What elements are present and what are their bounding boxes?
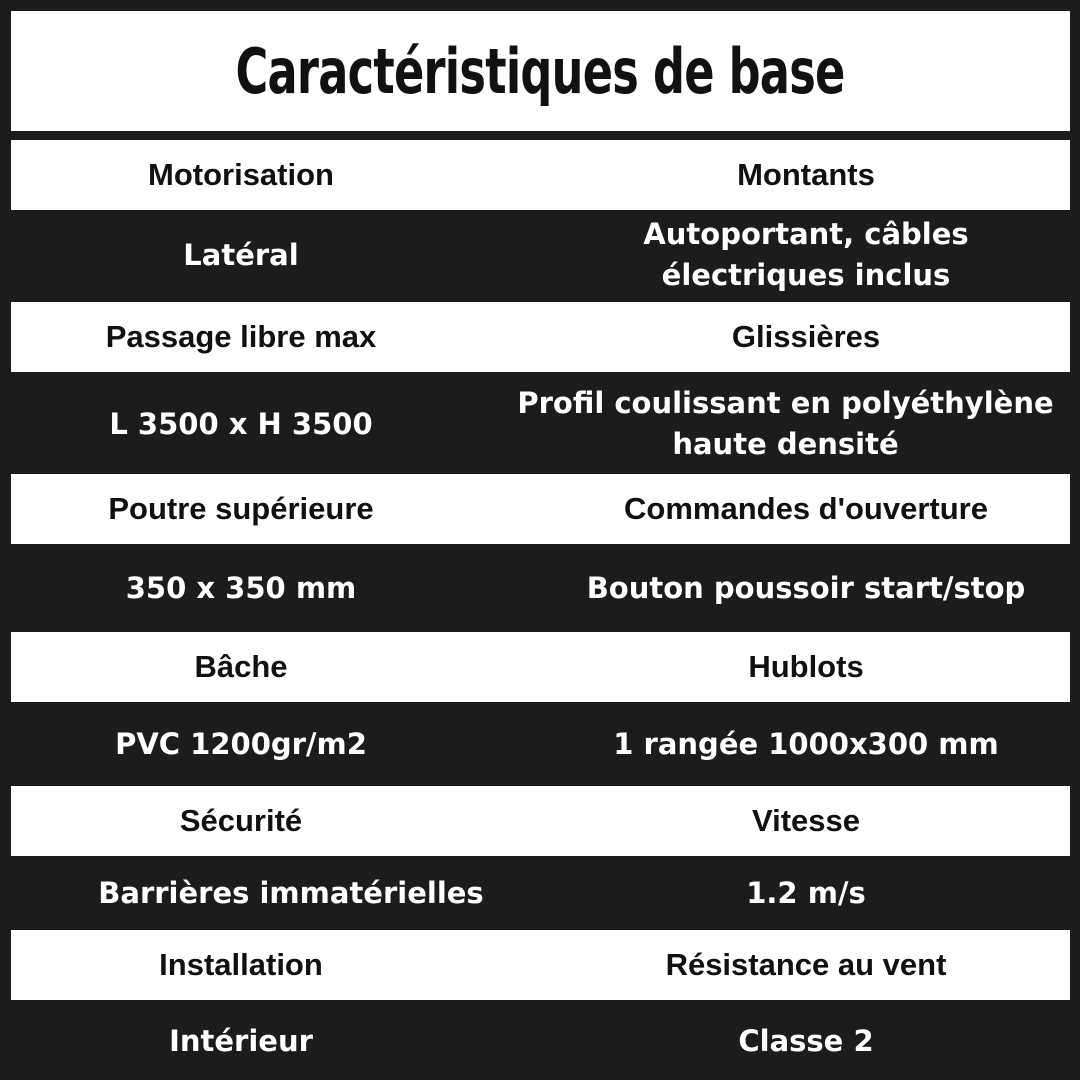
label-bache: Bâche: [194, 649, 288, 685]
label-hublots: Hublots: [748, 649, 864, 685]
value-poutre: 350 x 350 mm: [125, 570, 357, 605]
value-montants: Autoportant, câbles électriques inclus: [643, 217, 969, 292]
value-resistance-vent: Classe 2: [738, 1023, 874, 1058]
value-securite: Barrières immatérielles: [98, 875, 484, 910]
value-hublots: 1 rangée 1000x300 mm: [613, 726, 999, 761]
label-row: [11, 930, 1070, 1000]
value-vitesse: 1.2 m/s: [746, 875, 866, 910]
label-installation: Installation: [159, 947, 323, 983]
label-row: [11, 140, 1070, 210]
label-vitesse: Vitesse: [751, 803, 860, 839]
title-box: [11, 11, 1070, 131]
value-passage-libre: L 3500 x H 3500: [109, 406, 373, 441]
value-row: [11, 858, 1070, 928]
value-row: [11, 210, 1070, 300]
value-glissieres: Profil coulissant en polyéthylène haute densité: [517, 386, 1054, 461]
value-row: [11, 704, 1070, 784]
label-row: [11, 474, 1070, 544]
value-row: [11, 1002, 1070, 1080]
value-motorisation: Latéral: [183, 237, 299, 272]
label-montants: Montants: [737, 157, 875, 193]
value-row: [11, 376, 1070, 472]
label-row: [11, 302, 1070, 372]
value-bache: PVC 1200gr/m2: [115, 726, 367, 761]
value-installation: Intérieur: [169, 1023, 313, 1058]
label-glissieres: Glissières: [731, 319, 881, 355]
value-row: [11, 546, 1070, 630]
label-poutre: Poutre supérieure: [108, 491, 374, 527]
label-motorisation: Motorisation: [148, 157, 334, 193]
label-securite: Sécurité: [179, 803, 303, 839]
page-title: Caractéristiques de base: [235, 34, 846, 108]
label-row: [11, 632, 1070, 702]
label-resistance-vent: Résistance au vent: [665, 947, 947, 983]
label-row: [11, 786, 1070, 856]
label-passage-libre: Passage libre max: [105, 319, 377, 355]
value-commandes: Bouton poussoir start/stop: [586, 570, 1026, 605]
label-commandes: Commandes d'ouverture: [624, 491, 988, 527]
